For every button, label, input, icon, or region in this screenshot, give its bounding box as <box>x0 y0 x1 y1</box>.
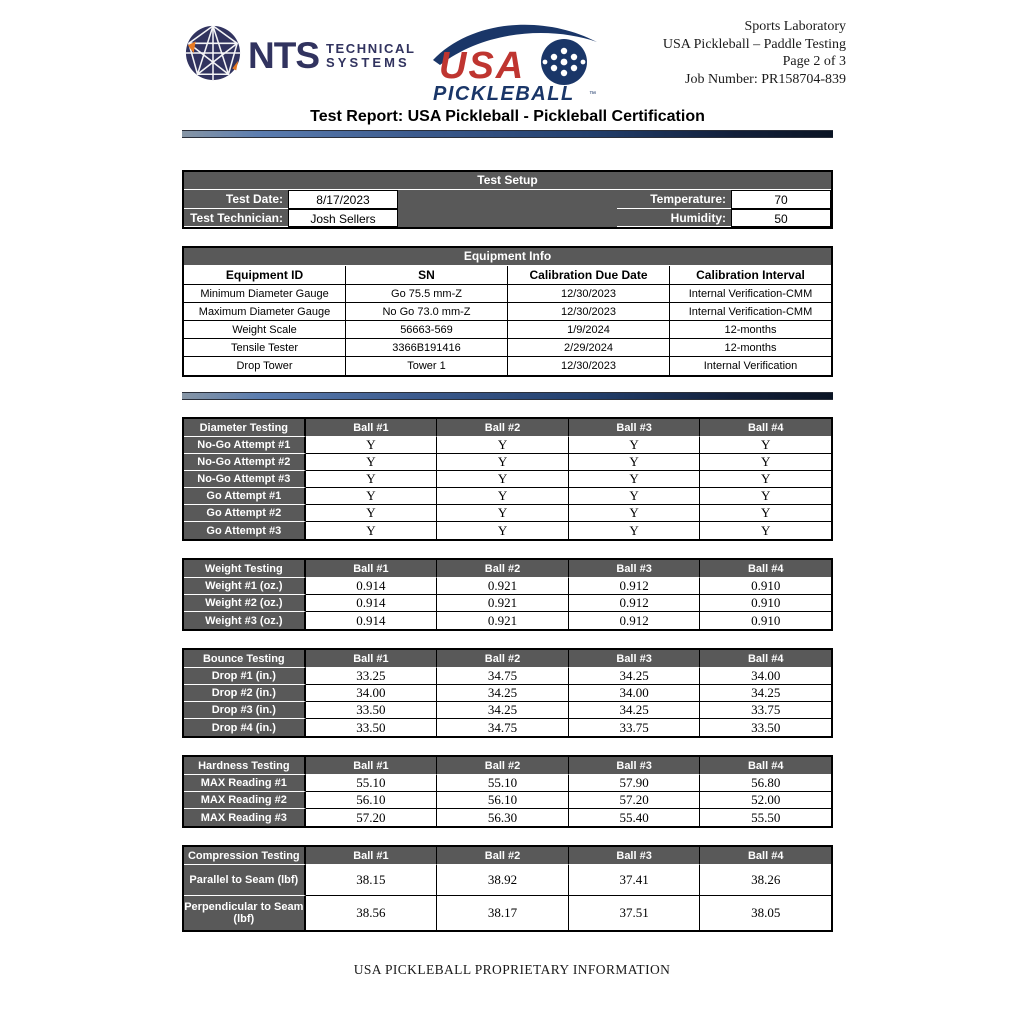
value-cell: 0.910 <box>700 578 831 595</box>
calibration-interval-cell: 12-months <box>670 321 831 339</box>
table-header-row <box>184 560 831 578</box>
value-cell: 33.75 <box>569 719 701 736</box>
value-cell: Y <box>306 454 438 471</box>
value-cell: Y <box>700 522 831 539</box>
equipment-id-cell: Tensile Tester <box>184 339 346 357</box>
table-row <box>184 595 831 612</box>
row-label: Parallel to Seam (lbf) <box>184 865 306 896</box>
equipment-row <box>184 303 831 321</box>
equipment-info-header: Equipment Info <box>184 248 831 266</box>
value-cell: Y <box>306 437 438 454</box>
ball-column-header: Ball #2 <box>437 419 569 437</box>
header-page-number: Page 2 of 3 <box>782 54 846 69</box>
table-row <box>184 792 831 809</box>
value-cell: 34.00 <box>569 685 701 702</box>
nts-subtitle-line2: SYSTEMS <box>326 54 410 70</box>
value-cell: 34.75 <box>437 668 569 685</box>
report-body <box>182 107 833 932</box>
section-header: Weight Testing <box>184 560 306 578</box>
ball-column-header: Ball #1 <box>306 419 438 437</box>
equipment-id-cell: Maximum Diameter Gauge <box>184 303 346 321</box>
temperature-label: Temperature: <box>617 190 731 209</box>
serial-number-cell: 56663-569 <box>346 321 508 339</box>
ball-column-header: Ball #3 <box>569 419 701 437</box>
value-cell: 34.00 <box>700 668 831 685</box>
value-cell: Y <box>306 488 438 505</box>
test-setup-row <box>184 190 831 209</box>
value-cell: 38.56 <box>306 896 438 930</box>
title-rule <box>182 130 833 138</box>
header-meta <box>663 18 846 88</box>
value-cell: 0.910 <box>700 612 831 629</box>
serial-number-cell: Tower 1 <box>346 357 508 375</box>
ball-column-header: Ball #1 <box>306 847 438 865</box>
table-row <box>184 809 831 826</box>
value-cell: Y <box>569 488 701 505</box>
value-cell: Y <box>700 454 831 471</box>
value-cell: 0.912 <box>569 595 701 612</box>
equipment-row <box>184 285 831 303</box>
row-label: Drop #2 (in.) <box>184 685 306 702</box>
calibration-due-cell: 1/9/2024 <box>508 321 670 339</box>
value-cell: 55.10 <box>437 775 569 792</box>
table-row <box>184 775 831 792</box>
row-label: MAX Reading #1 <box>184 775 306 792</box>
equipment-id-cell: Weight Scale <box>184 321 346 339</box>
value-cell: Y <box>437 522 569 539</box>
value-cell: 37.51 <box>569 896 701 930</box>
header-lab-name: Sports Laboratory <box>744 19 846 34</box>
ball-column-header: Ball #3 <box>569 847 701 865</box>
row-label: Drop #3 (in.) <box>184 702 306 719</box>
ball-column-header: Ball #2 <box>437 650 569 668</box>
nts-logo <box>184 24 416 87</box>
value-cell: 34.25 <box>569 668 701 685</box>
value-cell: 52.00 <box>700 792 831 809</box>
calibration-interval-cell: 12-months <box>670 339 831 357</box>
table-row <box>184 702 831 719</box>
bounce-testing-table <box>182 648 833 738</box>
value-cell: 34.25 <box>700 685 831 702</box>
calibration-interval-cell: Internal Verification-CMM <box>670 303 831 321</box>
row-label: Weight #1 (oz.) <box>184 578 306 595</box>
row-label: No-Go Attempt #1 <box>184 437 306 454</box>
value-cell: 34.25 <box>569 702 701 719</box>
value-cell: 0.921 <box>437 595 569 612</box>
setup-filler <box>398 190 617 209</box>
row-label: Perpendicular to Seam (lbf) <box>184 896 306 930</box>
column-header: SN <box>346 266 508 285</box>
value-cell: 57.20 <box>306 809 438 826</box>
test-setup-header: Test Setup <box>184 172 831 190</box>
value-cell: 56.80 <box>700 775 831 792</box>
ball-column-header: Ball #4 <box>700 757 831 775</box>
ball-column-header: Ball #2 <box>437 847 569 865</box>
value-cell: 34.00 <box>306 685 438 702</box>
row-label: Drop #4 (in.) <box>184 719 306 736</box>
equipment-info-table <box>182 246 833 377</box>
ball-column-header: Ball #3 <box>569 560 701 578</box>
equipment-row <box>184 321 831 339</box>
calibration-due-cell: 12/30/2023 <box>508 285 670 303</box>
value-cell: Y <box>700 505 831 522</box>
value-cell: 0.914 <box>306 595 438 612</box>
value-cell: 38.92 <box>437 865 569 896</box>
proprietary-footer: USA PICKLEBALL PROPRIETARY INFORMATION <box>353 962 671 977</box>
value-cell: Y <box>569 437 701 454</box>
value-cell: 55.50 <box>700 809 831 826</box>
table-row <box>184 685 831 702</box>
row-label: Weight #2 (oz.) <box>184 595 306 612</box>
value-cell: 33.75 <box>700 702 831 719</box>
value-cell: Y <box>700 471 831 488</box>
table-row <box>184 454 831 471</box>
value-cell: Y <box>437 471 569 488</box>
calibration-interval-cell: Internal Verification-CMM <box>670 285 831 303</box>
value-cell: Y <box>306 522 438 539</box>
value-cell: 56.10 <box>306 792 438 809</box>
test-date-value: 8/17/2023 <box>288 190 398 209</box>
column-header: Calibration Interval <box>670 266 831 285</box>
hardness-rows <box>184 775 831 826</box>
header-job-number: Job Number: PR158704-839 <box>685 71 846 87</box>
ball-column-header: Ball #4 <box>700 650 831 668</box>
table-row <box>184 865 831 896</box>
hardness-testing-table <box>182 755 833 828</box>
table-header-row <box>184 419 831 437</box>
calibration-due-cell: 2/29/2024 <box>508 339 670 357</box>
value-cell: Y <box>437 437 569 454</box>
header-project: USA Pickleball – Paddle Testing <box>662 36 846 52</box>
compression-testing-table <box>182 845 833 932</box>
table-row <box>184 578 831 595</box>
serial-number-cell: Go 75.5 mm-Z <box>346 285 508 303</box>
table-row <box>184 719 831 736</box>
value-cell: 33.50 <box>306 719 438 736</box>
row-label: Weight #3 (oz.) <box>184 612 306 629</box>
section-header: Compression Testing <box>184 847 306 865</box>
value-cell: 0.910 <box>700 595 831 612</box>
value-cell: 38.05 <box>700 896 831 930</box>
page-header <box>0 0 1024 106</box>
test-date-label: Test Date: <box>184 190 288 209</box>
value-cell: 57.20 <box>569 792 701 809</box>
value-cell: Y <box>569 522 701 539</box>
test-setup-table <box>182 170 833 229</box>
value-cell: Y <box>700 437 831 454</box>
value-cell: Y <box>437 488 569 505</box>
ball-column-header: Ball #1 <box>306 650 438 668</box>
equipment-column-headers <box>184 266 831 285</box>
value-cell: 33.25 <box>306 668 438 685</box>
diameter-testing-table <box>182 417 833 541</box>
value-cell: 38.26 <box>700 865 831 896</box>
value-cell: 0.914 <box>306 612 438 629</box>
calibration-due-cell: 12/30/2023 <box>508 303 670 321</box>
value-cell: 33.50 <box>700 719 831 736</box>
table-row <box>184 896 831 930</box>
usa-text: USA <box>439 45 526 87</box>
value-cell: Y <box>569 505 701 522</box>
ball-column-header: Ball #1 <box>306 560 438 578</box>
row-label: MAX Reading #3 <box>184 809 306 826</box>
value-cell: Y <box>306 505 438 522</box>
section-header: Hardness Testing <box>184 757 306 775</box>
value-cell: 33.50 <box>306 702 438 719</box>
value-cell: Y <box>569 471 701 488</box>
ball-column-header: Ball #2 <box>437 757 569 775</box>
value-cell: 56.10 <box>437 792 569 809</box>
equipment-rows <box>184 285 831 375</box>
trademark-symbol: ™ <box>589 91 596 98</box>
serial-number-cell: No Go 73.0 mm-Z <box>346 303 508 321</box>
table-row <box>184 471 831 488</box>
table-row <box>184 522 831 539</box>
nts-subtitle <box>326 42 416 70</box>
weight-rows <box>184 578 831 629</box>
technician-value: Josh Sellers <box>288 209 398 227</box>
value-cell: 57.90 <box>569 775 701 792</box>
nts-subtitle-line1: TECHNICAL <box>326 40 416 56</box>
usa-pickleball-logo <box>431 14 601 109</box>
section-header: Bounce Testing <box>184 650 306 668</box>
column-header: Equipment ID <box>184 266 346 285</box>
temperature-value: 70 <box>731 190 831 209</box>
row-label: No-Go Attempt #2 <box>184 454 306 471</box>
column-header: Calibration Due Date <box>508 266 670 285</box>
table-row <box>184 488 831 505</box>
equipment-id-cell: Minimum Diameter Gauge <box>184 285 346 303</box>
table-row <box>184 505 831 522</box>
equipment-id-cell: Drop Tower <box>184 357 346 375</box>
calibration-due-cell: 12/30/2023 <box>508 357 670 375</box>
row-label: Drop #1 (in.) <box>184 668 306 685</box>
value-cell: 0.914 <box>306 578 438 595</box>
table-header-row <box>184 650 831 668</box>
diameter-rows <box>184 437 831 539</box>
table-row <box>184 612 831 629</box>
ball-column-header: Ball #1 <box>306 757 438 775</box>
row-label: No-Go Attempt #3 <box>184 471 306 488</box>
value-cell: 0.921 <box>437 612 569 629</box>
ball-column-header: Ball #3 <box>569 757 701 775</box>
calibration-interval-cell: Internal Verification <box>670 357 831 375</box>
value-cell: 55.10 <box>306 775 438 792</box>
humidity-label: Humidity: <box>617 209 731 227</box>
equipment-row <box>184 357 831 375</box>
table-header-row <box>184 757 831 775</box>
value-cell: 0.912 <box>569 612 701 629</box>
value-cell: Y <box>437 454 569 471</box>
row-label: Go Attempt #1 <box>184 488 306 505</box>
ball-column-header: Ball #3 <box>569 650 701 668</box>
report-title: Test Report: USA Pickleball - Pickleball Certification <box>310 108 705 125</box>
value-cell: Y <box>306 471 438 488</box>
table-row <box>184 437 831 454</box>
row-label: MAX Reading #2 <box>184 792 306 809</box>
row-label: Go Attempt #2 <box>184 505 306 522</box>
value-cell: 37.41 <box>569 865 701 896</box>
row-label: Go Attempt #3 <box>184 522 306 539</box>
setup-filler <box>398 209 617 227</box>
section-header: Diameter Testing <box>184 419 306 437</box>
value-cell: Y <box>569 454 701 471</box>
pickleball-text: PICKLEBALL <box>433 83 575 104</box>
humidity-value: 50 <box>731 209 831 227</box>
value-cell: 55.40 <box>569 809 701 826</box>
table-row <box>184 668 831 685</box>
table-header-row <box>184 847 831 865</box>
value-cell: 34.25 <box>437 685 569 702</box>
ball-column-header: Ball #2 <box>437 560 569 578</box>
value-cell: 38.15 <box>306 865 438 896</box>
weight-testing-table <box>182 558 833 631</box>
test-setup-row <box>184 209 831 227</box>
value-cell: 34.25 <box>437 702 569 719</box>
technician-label: Test Technician: <box>184 209 288 227</box>
equipment-row <box>184 339 831 357</box>
value-cell: 34.75 <box>437 719 569 736</box>
value-cell: 38.17 <box>437 896 569 930</box>
nts-globe-icon <box>184 24 242 87</box>
value-cell: 0.921 <box>437 578 569 595</box>
ball-column-header: Ball #4 <box>700 419 831 437</box>
serial-number-cell: 3366B191416 <box>346 339 508 357</box>
nts-wordmark: NTS <box>248 35 319 76</box>
ball-column-header: Ball #4 <box>700 847 831 865</box>
value-cell: Y <box>437 505 569 522</box>
value-cell: 0.912 <box>569 578 701 595</box>
bounce-rows <box>184 668 831 736</box>
value-cell: Y <box>700 488 831 505</box>
value-cell: 56.30 <box>437 809 569 826</box>
ball-column-header: Ball #4 <box>700 560 831 578</box>
section-rule <box>182 392 833 400</box>
